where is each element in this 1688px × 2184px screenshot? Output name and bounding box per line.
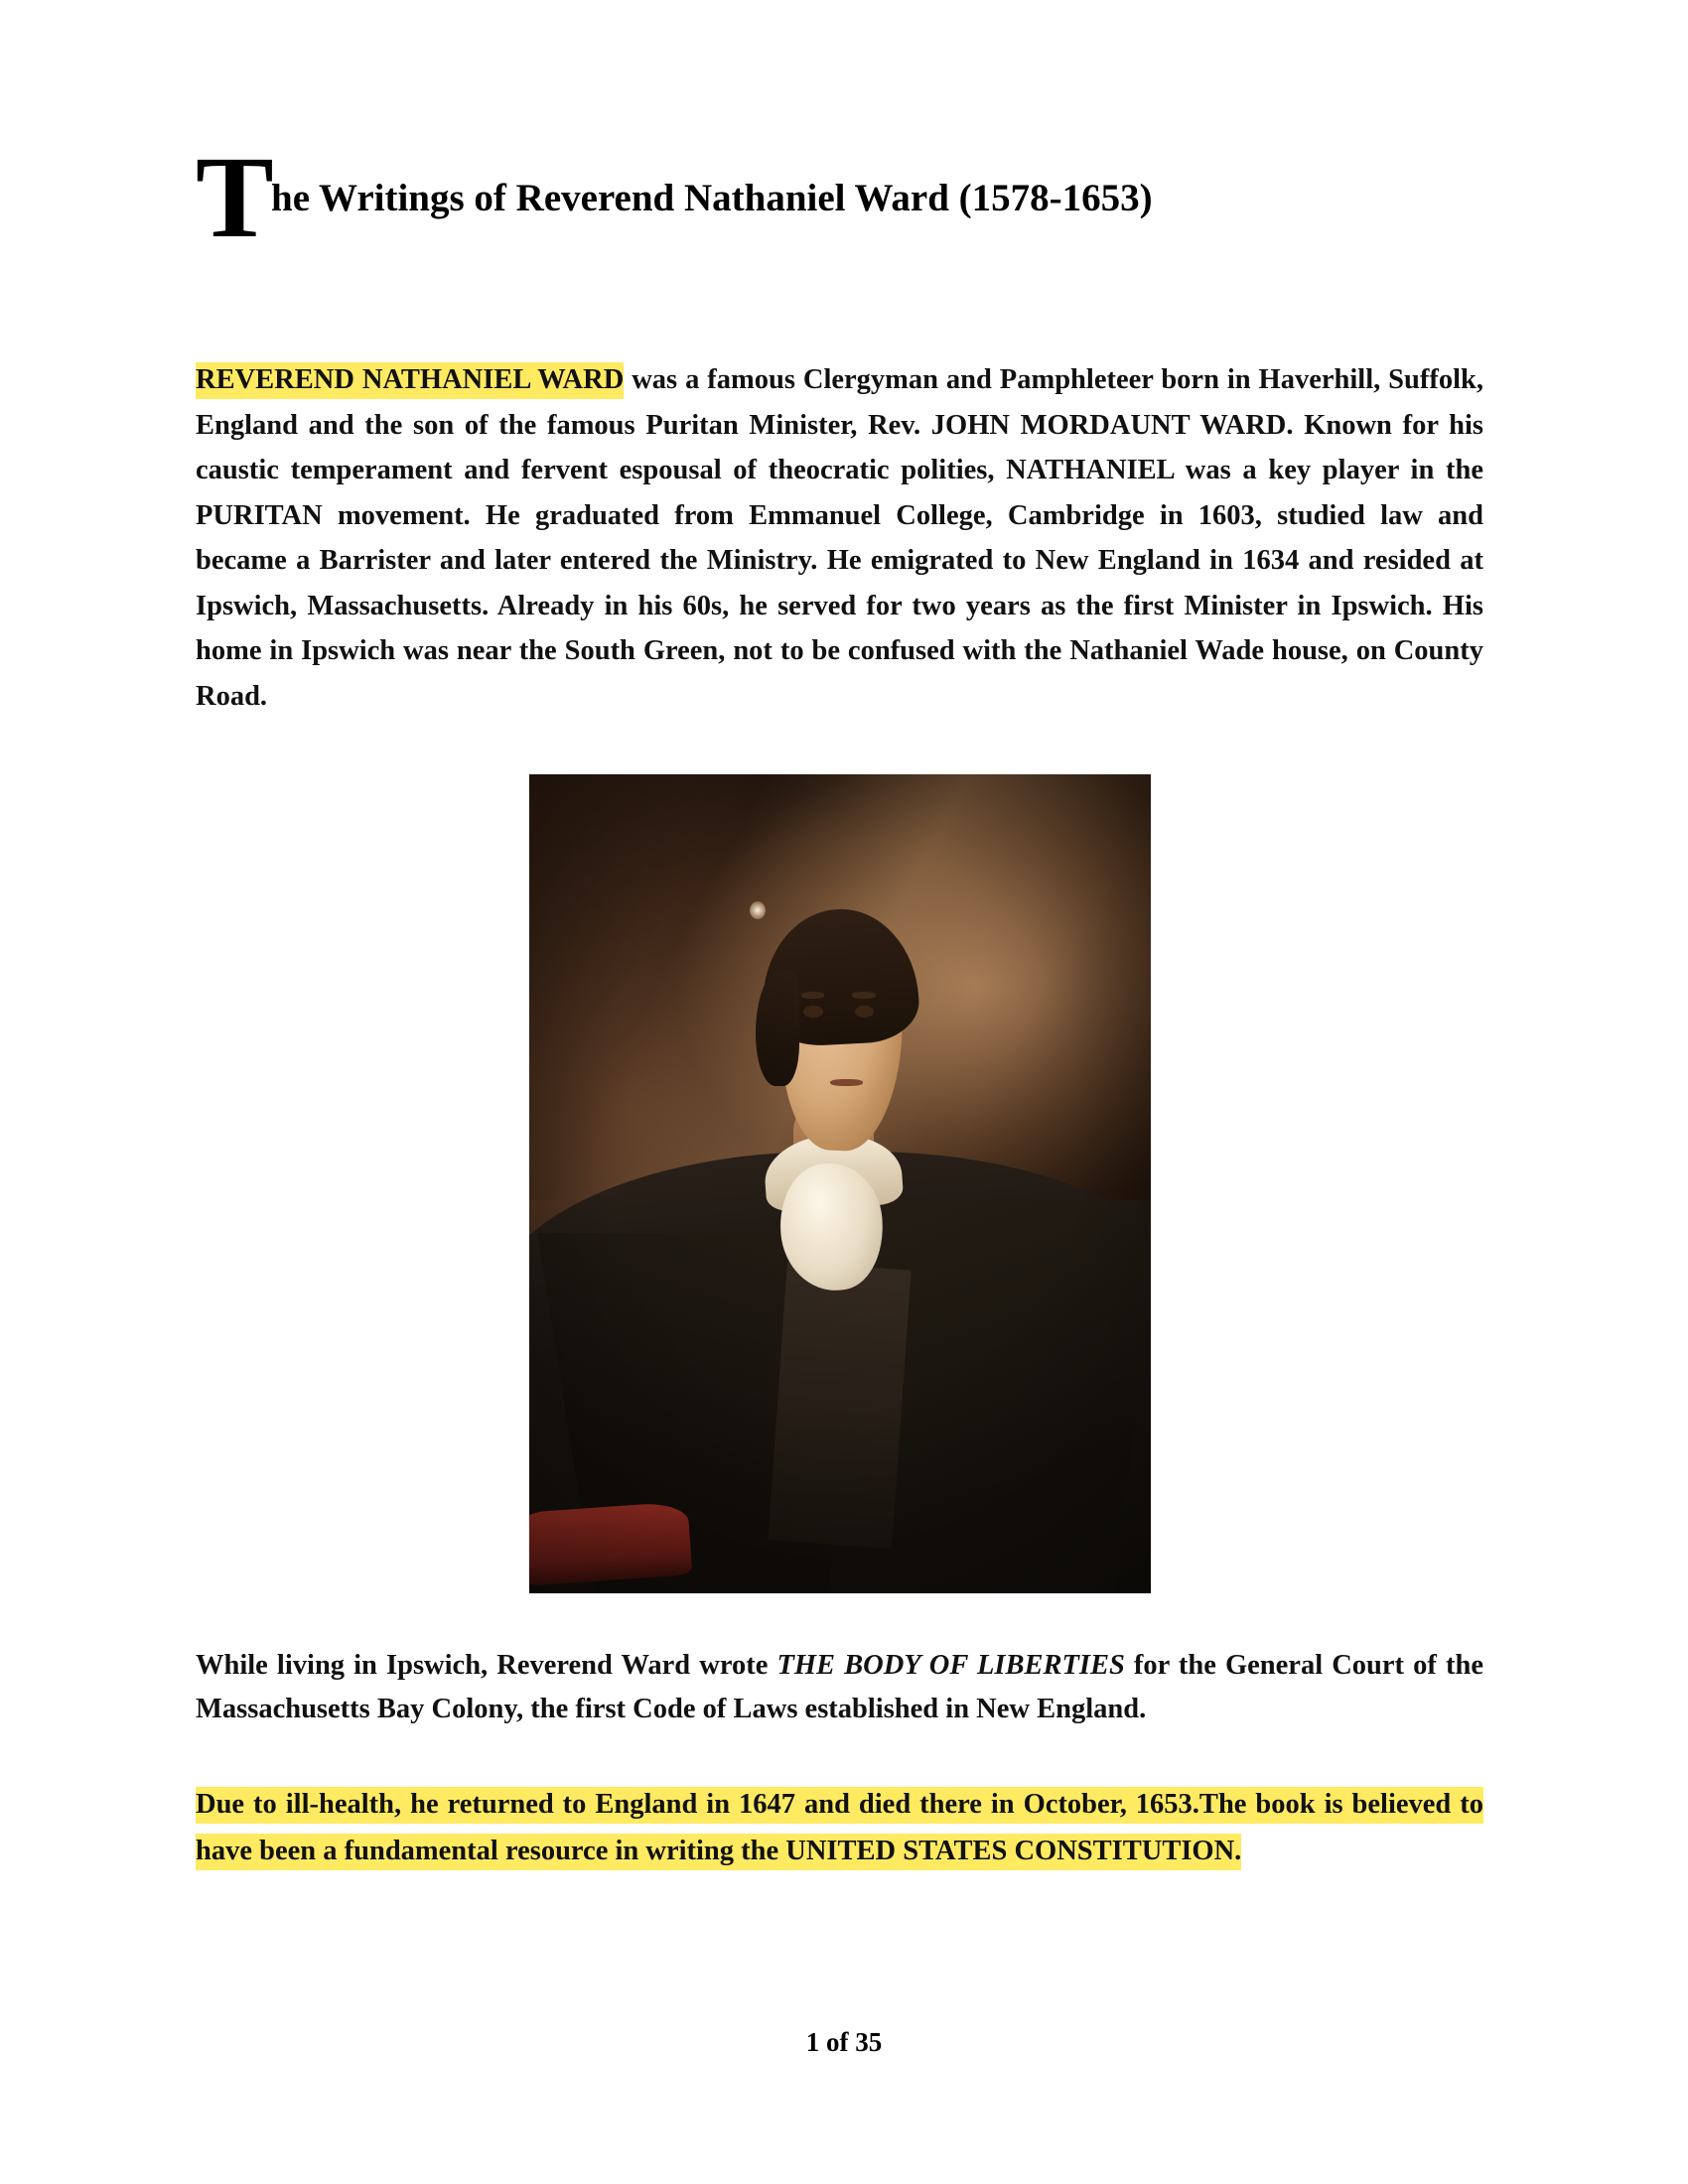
portrait-eye-right — [855, 1006, 874, 1018]
liberties-title-italic: THE BODY OF LIBERTIES — [776, 1650, 1125, 1681]
page-number-label: 1 of 35 — [805, 2027, 883, 2057]
title-text: he Writings of Reverend Nathaniel Ward (1578-1653) — [271, 177, 1153, 219]
figure-portrait-container — [196, 774, 1483, 1598]
page-title — [196, 132, 1483, 296]
portrait-red-chair — [529, 1502, 693, 1587]
highlighted-ill-health-text: Due to ill-health, he returned to England in 1647 and died there in October, 1653.The book is believed to have been a fundamental resource in writing the UNITED STATES CONSTITUTION. — [196, 1787, 1483, 1870]
paragraph-intro — [196, 357, 1483, 719]
portrait-lapel — [768, 1262, 911, 1549]
page-footer — [0, 2027, 1688, 2058]
portrait-of-nathaniel-ward — [529, 774, 1151, 1593]
liberties-text-after: for the General Court of the Massachusetts Bay Colony, the first Code of Laws established in New England. — [196, 1650, 1483, 1724]
portrait-eyebrow-right — [852, 992, 876, 999]
highlighted-name-reverend-nathaniel-ward: REVEREND NATHANIEL WARD — [196, 362, 624, 399]
title-drop-cap: T — [196, 132, 272, 262]
paragraph-ill-health — [196, 1781, 1483, 1874]
portrait-light-speck — [750, 901, 766, 919]
paragraph-body-of-liberties — [196, 1644, 1483, 1731]
portrait-sideburn — [756, 971, 799, 1086]
paragraph-intro-body: was a famous Clergyman and Pamphleteer born in Haverhill, Suffolk, England and the son of the famous Puritan Minister, Rev. JOHN MORDAUNT WARD. Known for his caustic temperament and fervent espousal of theocratic polities, NATHANIEL was a key player in the PURITAN movement. He graduated from Emmanuel College, Cambridge in 1603, studied law and became a Barrister and later entered the Ministry. He emigrated to New England in 1634 and resided at Ipswich, Massachusetts. Already in his 60s, he served for two years as the first Minister in Ipswich. His home in Ipswich was near the South Green, not to be confused with the Nathaniel Wade house, on County Road. — [196, 364, 1484, 712]
liberties-text-before: While living in Ipswich, Reverend Ward wrote — [196, 1650, 777, 1681]
portrait-eyebrow-left — [801, 992, 825, 999]
portrait-eye-left — [803, 1006, 822, 1018]
portrait-mouth — [830, 1079, 863, 1086]
page-content — [196, 0, 1483, 1874]
